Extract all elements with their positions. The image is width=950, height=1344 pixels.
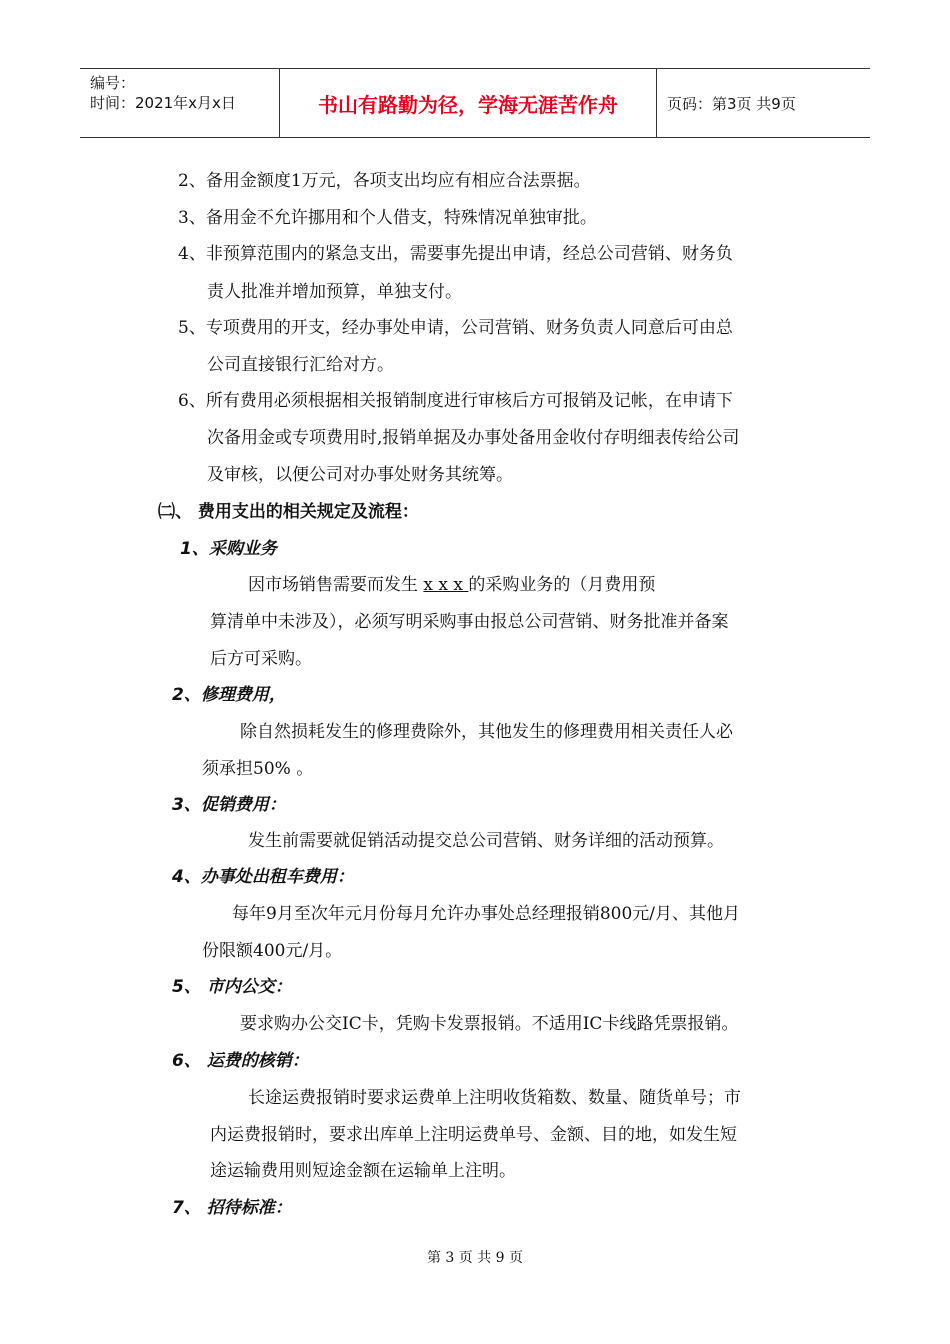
paragraph-line: 内运费报销时，要求出库单上注明运费单号、金额、目的地，如发生短 xyxy=(210,1125,737,1145)
paragraph-line: 后方可采购。 xyxy=(210,649,312,669)
paragraph-line: 份限额400元/月。 xyxy=(202,941,343,961)
header-meta xyxy=(80,69,280,137)
paragraph-line: 长途运费报销时要求运费单上注明收货箱数、数量、随货单号；市 xyxy=(248,1088,741,1108)
document-time-label: 时间：2021年x月x日 xyxy=(90,94,236,112)
paragraph-line: 5、专项费用的开支，经办事处申请，公司营销、财务负责人同意后可由总 xyxy=(178,318,733,338)
paragraph-line: 4、非预算范围内的紧急支出，需要事先提出申请，经总公司营销、财务负 xyxy=(178,244,733,264)
subsection-title: 2、修理费用， xyxy=(172,685,286,705)
paragraph-line: 3、备用金不允许挪用和个人借支，特殊情况单独审批。 xyxy=(178,208,597,228)
subsection-title: 7、 招待标准： xyxy=(172,1198,292,1218)
paragraph-line: 须承担50% 。 xyxy=(202,759,314,779)
subsection-title: 5、 市内公交： xyxy=(172,977,292,997)
paragraph-line: 及审核，以便公司对办事处财务其统筹。 xyxy=(207,465,513,485)
paragraph-line: 算清单中未涉及），必须写明采购事由报总公司营销、财务批准并备案 xyxy=(210,612,729,632)
subsection-title: 3、促销费用： xyxy=(172,795,286,815)
paragraph-line: 次备用金或专项费用时,报销单据及办事处备用金收付存明细表传给公司 xyxy=(207,428,740,448)
text-fragment: 因市场销售需要而发生 xyxy=(248,575,424,595)
paragraph-line: 要求购办公交IC卡，凭购卡发票报销。不适用IC卡线路凭票报销。 xyxy=(240,1014,739,1034)
underlined-blank: x x x xyxy=(423,575,469,595)
section-heading: ㈡、 费用支出的相关规定及流程： xyxy=(158,502,419,522)
paragraph-line: 6、所有费用必须根据相关报销制度进行审核后方可报销及记帐，在申请下 xyxy=(178,391,733,411)
paragraph-line: 途运输费用则短途金额在运输单上注明。 xyxy=(210,1161,516,1181)
page-header xyxy=(80,68,870,138)
paragraph-line: 除自然损耗发生的修理费除外，其他发生的修理费用相关责任人必 xyxy=(240,722,733,742)
paragraph-line: 每年9月至次年元月份每月允许办事处总经理报销800元/月、其他月 xyxy=(232,904,740,924)
paragraph-line: 2、备用金额度1万元，各项支出均应有相应合法票据。 xyxy=(178,171,591,191)
subsection-title: 6、 运费的核销： xyxy=(172,1051,309,1071)
subsection-title: 4、办事处出租车费用： xyxy=(172,867,354,887)
header-motto: 书山有路勤为径，学海无涯苦作舟 xyxy=(280,69,657,137)
subsection-title: 1、采购业务 xyxy=(180,539,277,559)
text-fragment: 的采购业务的（月费用预 xyxy=(468,575,656,595)
paragraph-line: 责人批准并增加预算，单独支付。 xyxy=(207,282,462,302)
paragraph-line: 公司直接银行汇给对方。 xyxy=(207,355,394,375)
header-page-number: 页码：第3页 共9页 xyxy=(667,94,796,113)
document-number-label: 编号： xyxy=(90,74,136,92)
page-footer: 第 3 页 共 9 页 xyxy=(426,1250,524,1266)
paragraph-line: 发生前需要就促销活动提交总公司营销、财务详细的活动预算。 xyxy=(248,831,724,851)
paragraph-line xyxy=(248,574,655,596)
